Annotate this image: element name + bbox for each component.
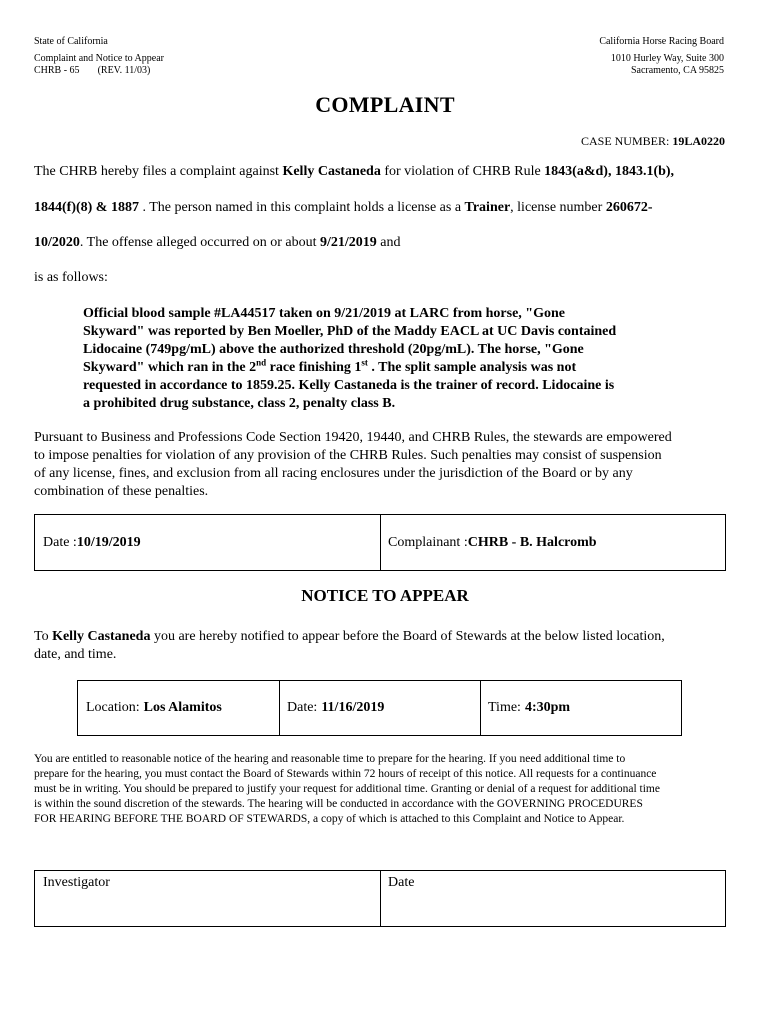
- rule-numbers: 1843(a&d), 1843.1(b),: [544, 164, 675, 179]
- complaint-date-value: 10/19/2019: [76, 534, 141, 550]
- license-type: Trainer: [464, 200, 511, 215]
- hearing-date-value: 11/16/2019: [321, 700, 385, 715]
- hearing-location-label: Location:: [86, 700, 140, 715]
- facts-line: Lidocaine (749pg/mL) above the authorized threshold (20pg/mL). The horse, "Gone: [83, 342, 584, 357]
- facts-line: [83, 359, 616, 377]
- pursuant-line: combination of these penalties.: [34, 484, 209, 499]
- hearing-time-cell: [480, 681, 681, 735]
- case-number-line: [581, 134, 725, 149]
- hearing-date-cell: [279, 681, 480, 735]
- fine-print-line: prepare for the hearing, you must contact the Board of Stewards within 72 hours of receipt of this notice. All requests for a continuance: [34, 768, 657, 780]
- offense-date: 9/21/2019: [320, 235, 377, 250]
- pursuant-line: of any license, fines, and exclusion from all racing enclosures under the jurisdiction of the Board or by any: [34, 466, 633, 481]
- hearing-info-box: [77, 680, 682, 736]
- facts-line: a prohibited drug substance, class 2, penalty class B.: [83, 396, 396, 411]
- facts-line: Skyward" was reported by Ben Moeller, PhD of the Maddy EACL at UC Davis contained: [83, 324, 617, 339]
- facts-line: requested in accordance to 1859.25. Kelly Castaneda is the trainer of record. Lidocaine is: [83, 378, 615, 393]
- signature-box: [34, 870, 726, 927]
- notice-title: NOTICE TO APPEAR: [301, 586, 469, 605]
- fine-print-line: You are entitled to reasonable notice of the hearing and reasonable time to prepare for the hearing. If you need additional time to: [34, 753, 626, 765]
- complaint-date-label: Date :: [43, 534, 77, 550]
- agency-address-line2: Sacramento, CA 95825: [630, 65, 724, 76]
- pursuant-line: Pursuant to Business and Professions Code Section 19420, 19440, and CHRB Rules, the stewards are empowered: [34, 430, 672, 445]
- complaint-info-box: [34, 514, 726, 571]
- rule-numbers: 1844(f)(8) & 1887: [34, 200, 139, 215]
- form-number-line: [34, 65, 150, 77]
- form-revision: (REV. 11/03): [97, 65, 151, 76]
- notice-name: Kelly Castaneda: [52, 629, 151, 644]
- notice-line: date, and time.: [34, 647, 117, 662]
- notice-text: To: [34, 629, 53, 644]
- pursuant-paragraph: [34, 429, 672, 501]
- hearing-location-cell: [78, 681, 279, 735]
- complainant-label: Complainant :: [388, 534, 468, 550]
- facts-text: race finishing 1: [266, 360, 362, 375]
- signature-date-label: Date: [388, 875, 415, 890]
- form-name: Complaint and Notice to Appear: [34, 53, 164, 64]
- state-label: State of California: [34, 36, 108, 47]
- agency-address-line1: 1010 Hurley Way, Suite 300: [610, 53, 724, 64]
- respondent-name: Kelly Castaneda: [282, 164, 381, 179]
- intro-line-2: [34, 199, 652, 217]
- intro-line-4: is as follows:: [34, 270, 108, 285]
- complainant-value: CHRB - B. Halcromb: [467, 534, 597, 550]
- hearing-location-value: Los Alamitos: [143, 700, 222, 715]
- fine-print-line: must be in writing. You should be prepared to justify your request for additional time. Granting or denial of a request for additional time: [34, 783, 660, 795]
- notice-text: you are hereby notified to appear before the Board of Stewards at the below listed location,: [150, 629, 665, 644]
- page-title: COMPLAINT: [315, 92, 455, 117]
- intro-text: for violation of CHRB Rule: [380, 164, 545, 179]
- intro-text: , license number: [510, 200, 606, 215]
- intro-text: . The person named in this complaint holds a license as a: [138, 200, 465, 215]
- intro-text: and: [376, 235, 401, 250]
- box-divider: [380, 871, 381, 926]
- fine-print-line: FOR HEARING BEFORE THE BOARD OF STEWARDS, a copy of which is attached to this Complaint and Notice to Appear.: [34, 813, 625, 825]
- case-number-value: 19LA0220: [672, 134, 725, 148]
- investigator-label: Investigator: [43, 875, 110, 890]
- hearing-time-value: 4:30pm: [524, 700, 571, 715]
- intro-line-1: [34, 163, 674, 181]
- license-number: 260672-: [605, 200, 653, 215]
- notice-line: [34, 628, 665, 646]
- case-number-label: CASE NUMBER:: [580, 134, 670, 148]
- fine-print-line: is within the sound discretion of the stewards. The hearing will be conducted in accordance with the GOVERNING PROCEDURES: [34, 798, 643, 810]
- complainant-cell: [380, 515, 725, 570]
- hearing-rights-notice: [34, 752, 660, 827]
- facts-text: Skyward" which ran in the 2: [83, 360, 257, 375]
- intro-line-3: [34, 234, 401, 252]
- facts-text: . The split sample analysis was not: [367, 360, 577, 375]
- notice-paragraph: [34, 628, 665, 664]
- facts-line: Official blood sample #LA44517 taken on 9/21/2019 at LARC from horse, "Gone: [83, 306, 565, 321]
- hearing-time-label: Time:: [488, 700, 521, 715]
- agency-name: California Horse Racing Board: [599, 36, 724, 47]
- license-number: 10/2020: [34, 235, 80, 250]
- hearing-date-label: Date:: [287, 700, 318, 715]
- ordinal-suffix: st: [361, 357, 368, 368]
- offense-description: [83, 305, 616, 413]
- ordinal-suffix: nd: [256, 357, 267, 368]
- intro-text: . The offense alleged occurred on or about: [79, 235, 321, 250]
- intro-text: The CHRB hereby files a complaint against: [34, 164, 283, 179]
- pursuant-line: to impose penalties for violation of any provision of the CHRB Rules. Such penalties may consist of suspension: [34, 448, 662, 463]
- form-number: CHRB - 65: [34, 65, 80, 76]
- complaint-date-cell: [35, 515, 380, 570]
